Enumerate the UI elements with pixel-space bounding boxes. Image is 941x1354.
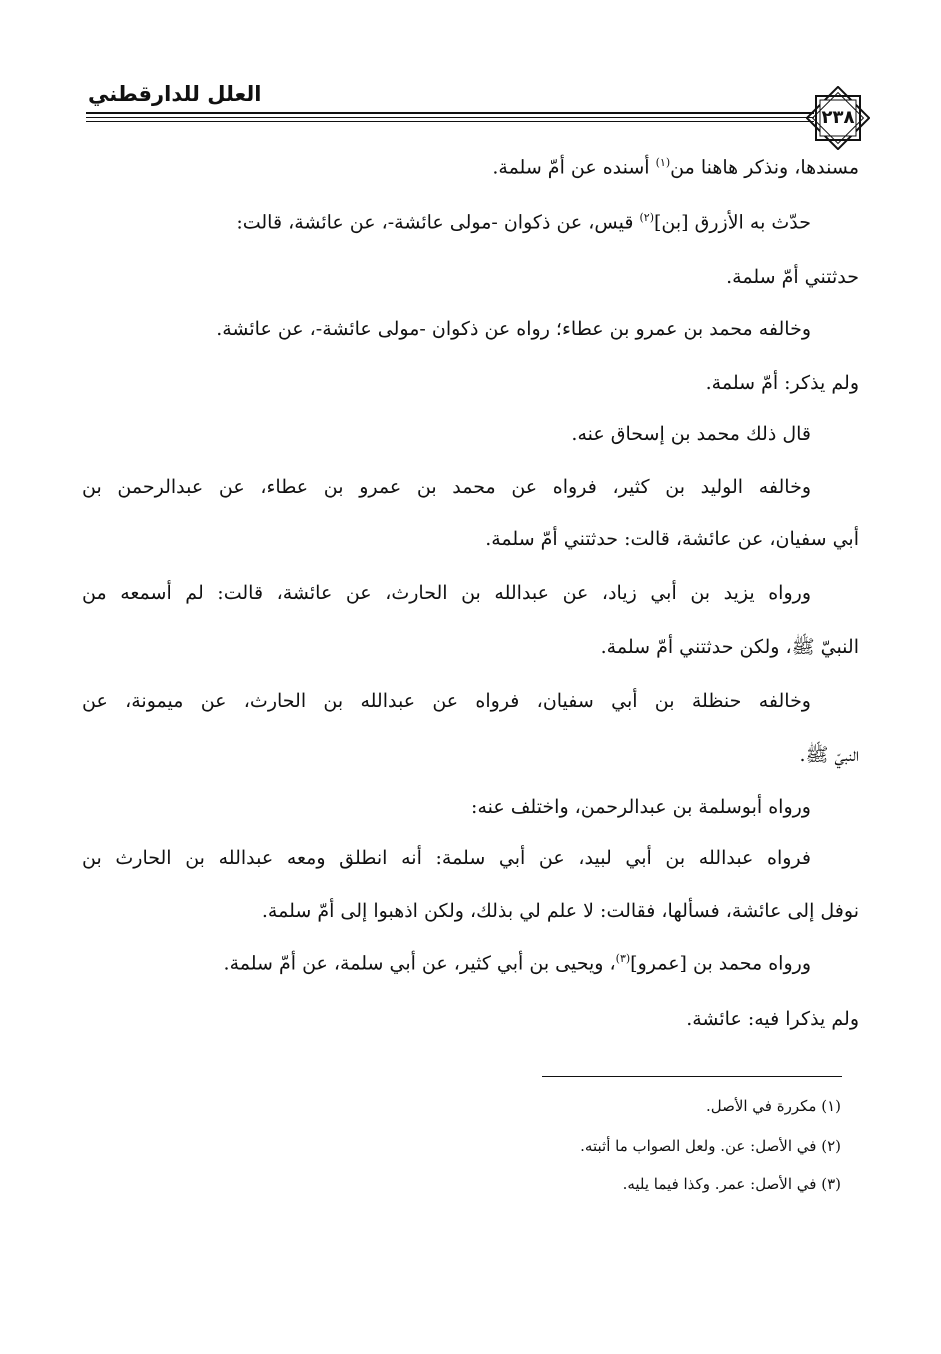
paragraph-line: وخالفه الوليد بن كثير، فرواه عن محمد بن عمرو بن عطاء، عن عبدالرحمن بن (82, 476, 811, 498)
page-number: ٢٣٨ (821, 107, 855, 128)
paragraph-line: قال ذلك محمد بن إسحاق عنه. (571, 423, 811, 445)
footnote-marker: (٢) (639, 211, 655, 224)
paragraph-line: حدثتني أمّ سلمة. (726, 266, 859, 288)
text-run: مسندها، ونذكر هاهنا من (670, 156, 859, 179)
paragraph-line: ورواه أبوسلمة بن عبدالرحمن، واختلف عنه: (471, 796, 811, 818)
header-rule (86, 112, 814, 125)
paragraph-line: نوفل إلى عائشة، فسألها، فقالت: لا علم لي بذلك، ولكن اذهبوا إلى أمّ سلمة. (261, 900, 859, 922)
paragraph-line (236, 211, 811, 234)
paragraph-line: وخالفه محمد بن عمرو بن عطاء؛ رواه عن ذكوان -مولى عائشة-، عن عائشة. (216, 318, 811, 340)
header-rule-line (86, 112, 814, 114)
footnote: (٢) في الأصل: عن. ولعل الصواب ما أثبته. (580, 1137, 841, 1155)
paragraph-line: النبيّ ﷺ. (799, 744, 859, 766)
paragraph-line (492, 156, 859, 179)
text-run: ، ويحيى بن أبي كثير، عن أبي سلمة، عن أمّ سلمة. (223, 952, 616, 975)
footnote-marker: (١) (655, 156, 671, 169)
paragraph-line (224, 952, 811, 975)
paragraph-line: النبيّ ﷺ، ولكن حدثتني أمّ سلمة. (600, 636, 859, 658)
footnote: (٣) في الأصل: عمر. وكذا فيما يليه. (622, 1175, 841, 1193)
text-run: قيس، عن ذكوان -مولى عائشة-، عن عائشة، قالت: (236, 211, 640, 234)
paragraph-line: وخالفه حنظلة بن أبي سفيان، فرواه عن عبدالله بن الحارث، عن ميمونة، عن (82, 690, 811, 712)
paragraph-line: ورواه يزيد بن أبي زياد، عن عبدالله بن الحارث، عن عائشة، قالت: لم أسمعه من (82, 582, 811, 604)
paragraph-line: أبي سفيان، عن عائشة، قالت: حدثتني أمّ سلمة. (485, 528, 859, 550)
footnote-rule (542, 1076, 842, 1077)
footnote-marker: (٣) (615, 952, 631, 965)
paragraph-line: ولم يذكرا فيه: عائشة. (686, 1008, 859, 1030)
header-rule-line (86, 117, 814, 118)
paragraph-line: فرواه عبدالله بن أبي لبيد، عن أبي سلمة: أنه انطلق ومعه عبدالله بن الحارث بن (82, 847, 811, 869)
footnote: (١) مكررة في الأصل. (705, 1097, 841, 1115)
text-run: حدّث به الأزرق [بن] (654, 211, 811, 234)
header-rule-line (86, 121, 814, 122)
page-number-badge (806, 86, 870, 150)
running-header-title: العلل للدارقطني (88, 82, 262, 106)
paragraph-line: ولم يذكر: أمّ سلمة. (705, 372, 859, 394)
text-run: ورواه محمد بن [عمرو] (630, 952, 811, 975)
text-run: أسنده عن أمّ سلمة. (492, 156, 656, 179)
